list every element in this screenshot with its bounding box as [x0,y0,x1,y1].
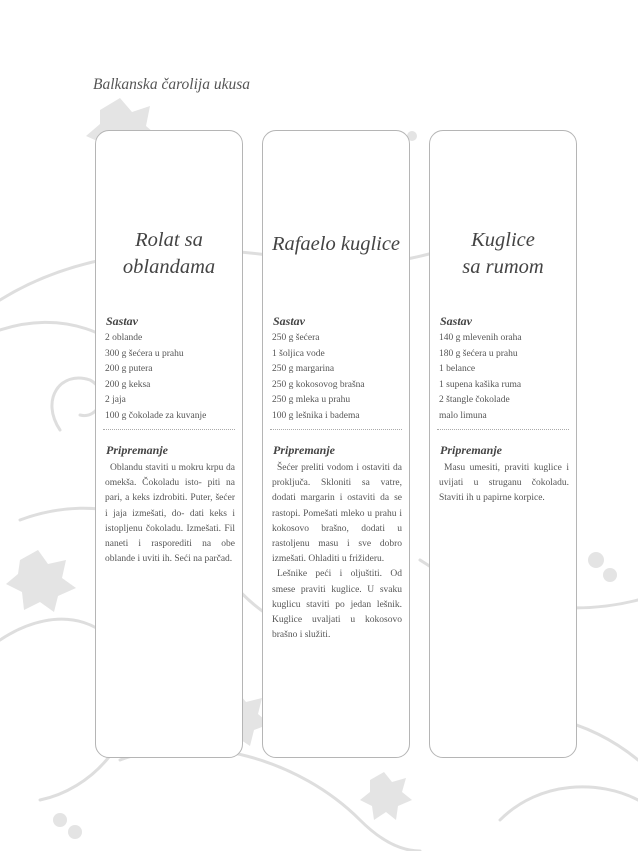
preparation-paragraph: Lešnike peći i oljuštiti. Od smese praviti kuglice. U svaku kuglicu staviti po jedan lešnik. Kuglice uvaljati u kokosovo brašno i služiti. [272,569,402,641]
recipe-title-line-2: sa rumom [462,256,544,278]
preparation-heading: Pripremanje [273,443,335,457]
recipe-title-line-2: oblandama [122,256,216,278]
preparation-heading: Pripremanje [106,443,168,457]
preparation-text [272,461,402,643]
dotted-divider [103,429,235,430]
preparation-paragraph: Masu umesiti, praviti kuglice i uvijati u struganu čokoladu. Staviti ih u papirne korpice. [439,463,569,504]
ingredients-heading: Sastav [106,314,139,328]
ingredient-item: 250 g margarina [272,364,335,374]
recipe-card-rafaelo-kuglice [262,130,410,758]
ingredient-item: 2 štangle čokolade [439,395,510,405]
ingredient-item: 100 g čokolade za kuvanje [105,410,207,421]
preparation-text [439,461,569,507]
recipe-title-line-1: Rafaelo kuglice [271,233,401,255]
ingredient-item: 200 g keksa [105,379,151,390]
recipe-title [96,227,242,281]
recipe-title [263,231,409,258]
ingredients-heading: Sastav [273,314,306,328]
ingredient-item: 250 g šećera [272,333,320,343]
ingredient-item: 300 g šećera u prahu [105,348,184,359]
recipe-title-line-1: Kuglice [471,229,535,251]
ingredient-item: 250 g mleka u prahu [272,395,351,405]
preparation-heading: Pripremanje [440,443,502,457]
recipe-card-rolat-sa-oblandama [95,130,243,758]
ingredient-item: 100 g lešnika i badema [272,410,360,421]
ingredients-list [272,331,403,424]
ingredient-item: 1 supena kašika ruma [439,379,522,390]
ingredients-heading: Sastav [440,314,473,328]
recipe-title-line-1: Rolat sa [135,229,203,251]
ingredient-item: 140 g mlevenih oraha [439,333,522,343]
ingredient-item: 1 šoljica vode [272,348,325,359]
preparation-paragraph: Šećer preliti vodom i ostaviti da proključa. Skloniti sa vatre, dodati margarin i ostaviti da se rastopi. Pomešati mleko u prahu i kokosovo brašno, dodati u rastoljenu masu i sve dobro izmešati. Ohladiti u frižideru. [272,463,402,565]
preparation-paragraph: Oblandu staviti u mokru krpu da omekša. Čokoladu isto- piti na pari, a keks izdrobiti. Puter, šećer i jaja izmešati, do- dati keks i istopljenu čokoladu. Izmešati. Fil naneti i rasporediti na obe oblande i uviti ih. Seći na parčad. [105,463,235,565]
ingredient-item: 180 g šećera u prahu [439,348,518,359]
ingredients-list [105,331,236,424]
ingredient-item: 2 jaja [105,395,126,405]
ingredient-item: malo limuna [439,410,487,421]
dotted-divider [437,429,569,430]
page-header-title: Balkanska čarolija ukusa [93,76,250,93]
ingredient-item: 250 g kokosovog brašna [272,379,365,390]
ingredient-item: 2 oblande [105,333,143,343]
ingredient-item: 1 belance [439,364,476,374]
recipe-card-kuglice-sa-rumom [429,130,577,758]
ingredient-item: 200 g putera [105,364,153,374]
preparation-text [105,461,235,567]
ingredients-list [439,331,570,424]
dotted-divider [270,429,402,430]
recipe-title [430,227,576,281]
